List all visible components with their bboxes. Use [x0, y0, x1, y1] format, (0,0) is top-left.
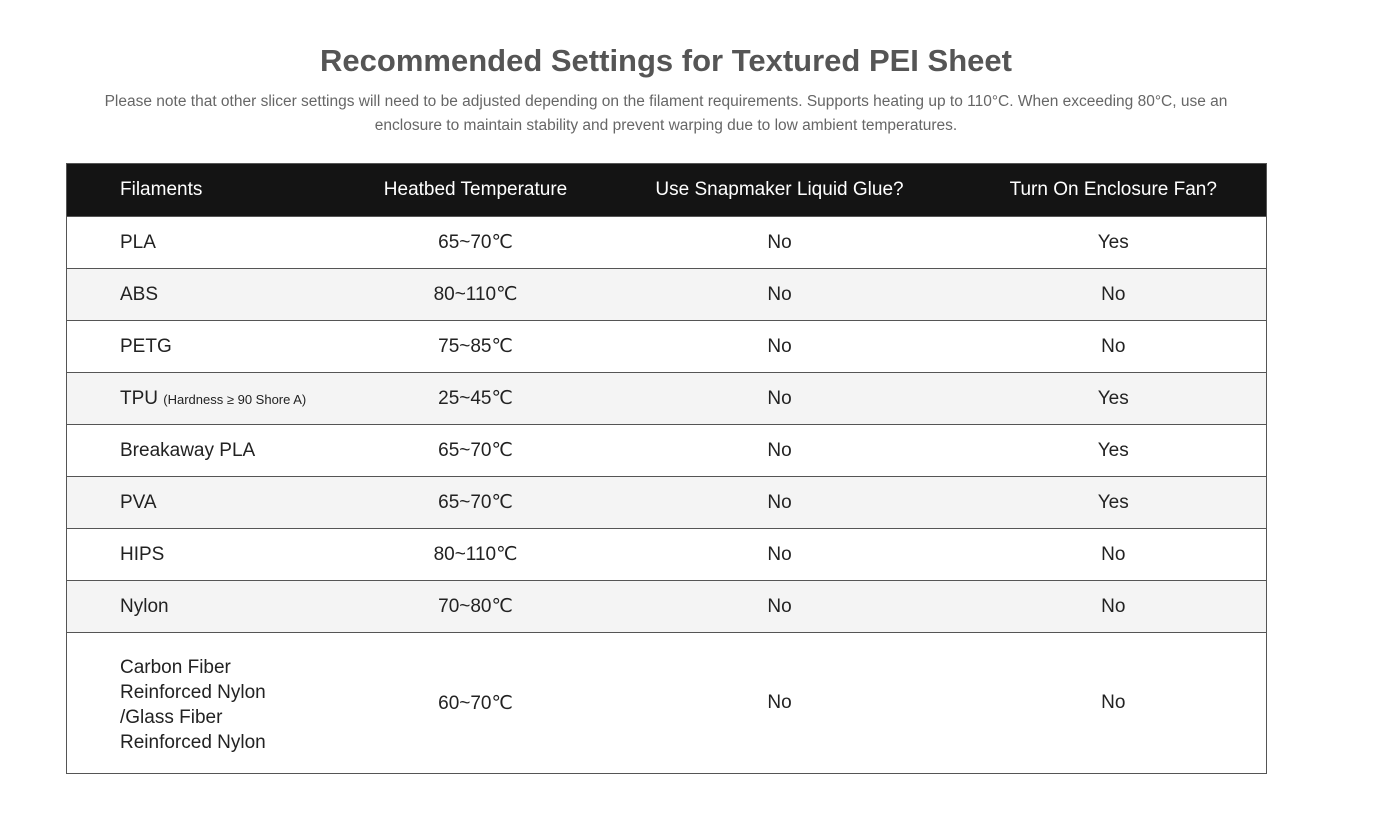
filament-name: PVA: [120, 491, 157, 513]
filament-cell: [67, 633, 353, 774]
heatbed-cell: 80~110℃: [433, 544, 518, 565]
filament-note: (Hardness ≥ 90 Shore A): [163, 391, 307, 407]
filament-name-line: /Glass Fiber: [120, 707, 223, 728]
filament-name-line: Reinforced Nylon: [120, 682, 266, 703]
table-row: [67, 269, 1267, 321]
heatbed-cell: 65~70℃: [438, 232, 513, 253]
filament-name: ABS: [120, 283, 159, 305]
header-filaments: Filaments: [120, 179, 203, 200]
header-enclosure-fan: Turn On Enclosure Fan?: [1009, 179, 1217, 200]
filament-name-line: Reinforced Nylon: [120, 732, 266, 753]
filament-name: TPU: [120, 387, 158, 409]
table-row: [67, 633, 1267, 774]
fan-cell: Yes: [1097, 231, 1129, 253]
filament-name: Nylon: [120, 595, 169, 617]
fan-cell: No: [1101, 335, 1126, 357]
filament-cell: [67, 529, 353, 581]
fan-cell: Yes: [1097, 491, 1129, 513]
heatbed-cell: 80~110℃: [433, 284, 518, 305]
header-heatbed-temperature: Heatbed Temperature: [383, 179, 568, 200]
glue-cell: No: [767, 595, 792, 617]
table-row: [67, 425, 1267, 477]
header-liquid-glue: Use Snapmaker Liquid Glue?: [655, 179, 904, 200]
glue-cell: No: [767, 231, 792, 253]
table-body: [67, 217, 1267, 774]
filament-cell: [67, 321, 353, 373]
table-header: [67, 164, 1267, 217]
page-subtitle: Please note that other slicer settings will need to be adjusted depending on the filament requirements. Supports heating up to 110°C. When exceeding 80°C, use an enclosure to maintain stability and prevent warping due to low ambient temperatures.: [104, 93, 1228, 134]
glue-cell: No: [767, 439, 792, 461]
filament-cell: [67, 477, 353, 529]
header-row: [67, 164, 1267, 217]
table-row: [67, 321, 1267, 373]
table-row: [67, 581, 1267, 633]
table-row: [67, 477, 1267, 529]
filament-cell: [67, 373, 353, 425]
glue-cell: No: [767, 692, 792, 713]
fan-cell: No: [1101, 692, 1126, 713]
glue-cell: No: [767, 543, 792, 565]
filament-name-line: Carbon Fiber: [120, 657, 231, 678]
table-row: [67, 529, 1267, 581]
filament-name: Breakaway PLA: [120, 439, 256, 461]
heatbed-cell: 65~70℃: [438, 440, 513, 461]
filament-name: PLA: [120, 231, 156, 253]
fan-cell: No: [1101, 283, 1126, 305]
glue-cell: No: [767, 387, 792, 409]
heatbed-cell: 75~85℃: [438, 336, 513, 357]
heatbed-cell: 65~70℃: [438, 492, 513, 513]
heatbed-cell: 60~70℃: [438, 692, 513, 714]
heatbed-cell: 25~45℃: [438, 388, 513, 409]
filament-cell: [67, 217, 353, 269]
fan-cell: Yes: [1097, 387, 1129, 409]
filament-cell: [67, 581, 353, 633]
fan-cell: Yes: [1097, 439, 1129, 461]
fan-cell: No: [1101, 595, 1126, 617]
heatbed-cell: 70~80℃: [438, 596, 513, 617]
page-title: Recommended Settings for Textured PEI Sheet: [320, 43, 1012, 78]
filament-cell: [67, 269, 353, 321]
settings-table: [66, 163, 1267, 774]
table-row: [67, 373, 1267, 425]
table-row: [67, 217, 1267, 269]
filament-name: HIPS: [120, 543, 165, 565]
glue-cell: No: [767, 335, 792, 357]
filament-name: PETG: [120, 335, 172, 357]
filament-cell: [67, 425, 353, 477]
glue-cell: No: [767, 491, 792, 513]
fan-cell: No: [1101, 543, 1126, 565]
glue-cell: No: [767, 283, 792, 305]
